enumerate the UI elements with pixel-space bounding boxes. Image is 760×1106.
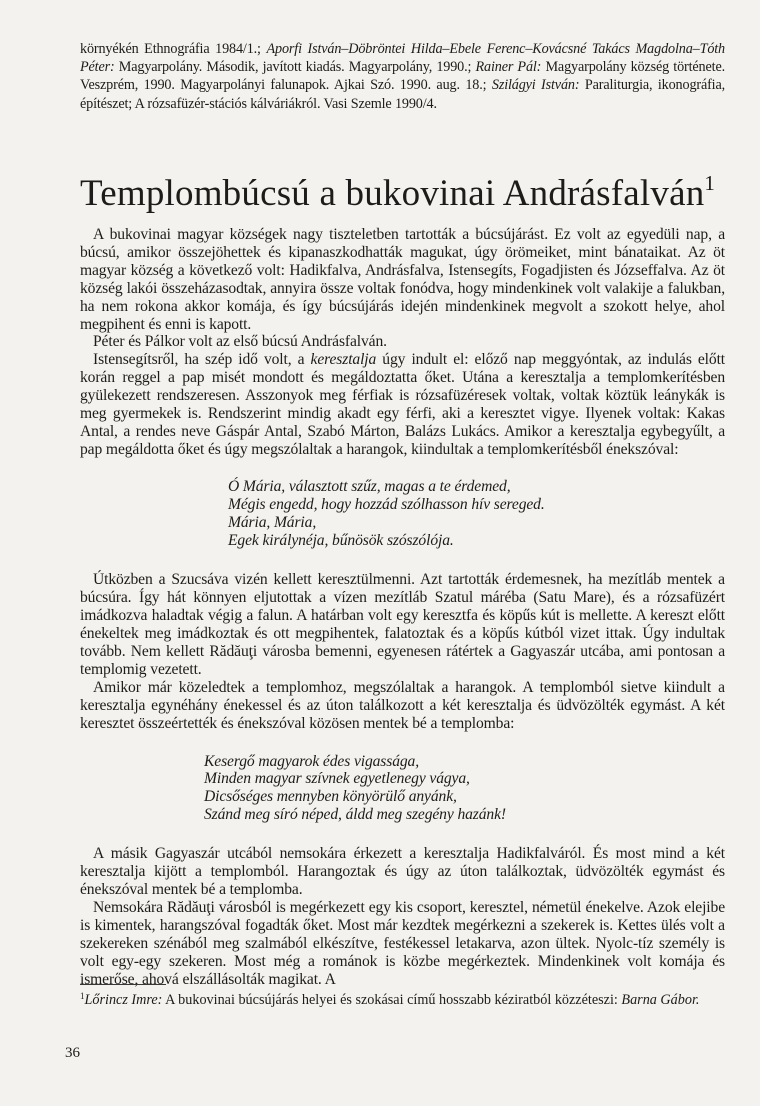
footnote-divider xyxy=(80,984,166,985)
article-title-text: Templombúcsú a bukovinai Andrásfalván xyxy=(80,173,705,214)
emphasis-term: keresztalja xyxy=(310,351,377,369)
verse-line: Mégis engedd, hogy hozzád szólhasson hív sereged. xyxy=(228,495,545,513)
verse-line: Dicsőséges mennyben könyörülő anyánk, xyxy=(204,788,457,806)
references-block xyxy=(80,40,725,113)
article-body xyxy=(80,226,725,988)
article-title xyxy=(80,172,725,216)
reference-text: Magyarpolány község története. Veszprém, 1990. Magyarpolányi falunapok. Ajkai Szó. 1990. aug. 18.; xyxy=(80,59,725,94)
reference-authors: Aporfi István–Döbröntei Hilda–Ebele Ferenc–Kovácsné Takács Magdolna–Tóth Péter: xyxy=(80,41,725,76)
footnote xyxy=(80,992,725,1010)
reference-text: Paraliturgia, ikonográfia, építészet; A rózsafüzér-stációs kálváriákról. Vasi Szemle 1990/4. xyxy=(80,77,726,112)
footnote-text: A bukovinai búcsújárás helyei és szokásai című hosszabb kéziratból közzéteszi: xyxy=(162,992,622,1008)
paragraph-text: Istensegítsről, ha szép idő volt, a xyxy=(93,351,311,369)
verse-line: Egek királynéja, bűnösök szószólója. xyxy=(228,531,454,549)
reference-author: Szilágyi István: xyxy=(491,77,580,94)
paragraph: Nemsokára Rădăuţi városból is megérkezett egy kis csoport, keresztel, németül énekelve. Azok elejibe is kimentek, harangszóval fogadták őket. Most már kezdtek megérkezni a szekerek is. Kettes ülés volt a szekereken szénából meg szalmából elkészítve, festékessel letakarva, azon ültek. Nyolc-tíz személy is volt egy-egy szekeren. Most még a románok is közbe megérkeztek. Mindenkinek volt komája és ismerőse, ahová elszállásolták magikat. A xyxy=(80,898,725,988)
paragraph: A másik Gagyaszár utcából nemsokára érkezett a keresztalja Hadikfalváról. És most mind a két keresztalja kijött a templomból. Harangoztak és úgy az úton találkoztak, üdvözölték egymást és énekszóval mentek bé a templomba. xyxy=(80,845,725,898)
verse-line: Szánd meg síró néped, áldd meg szegény hazánk! xyxy=(204,806,506,824)
verse-line: Ó Mária, választott szűz, magas a te érdemed, xyxy=(228,477,511,495)
page-number: 36 xyxy=(65,1045,80,1061)
paragraph: Útközben a Szucsáva vizén kellett keresztülmenni. Azt tartották érdemesnek, ha mezítláb mentek a búcsúra. Így hát könnyen eljutottak a vízen mezítláb Szatul máréba (Satu Mare), és a rózsafüzért imádkozva haladtak végig a falun. A határban volt egy keresztfa és köpűs kút is mellette. A kereszt előtt énekeltek meg imádkoztak és ott megpihentek, falatoztak és a köpűs kútból vizet ittak. Úgy indultak tovább. Nem kellett Rădăuţi városba bemenni, egyenesen rátértek a Gagyaszár utcába, ami pontosan a templomig vezetett. xyxy=(80,571,725,678)
title-footnote-mark: 1 xyxy=(704,171,716,195)
verse-line: Kesergő magyarok édes vigassága, xyxy=(204,752,420,770)
hymn-verse xyxy=(80,478,725,550)
paragraph: A bukovinai magyar községek nagy tiszteletben tartották a búcsújárást. Ez volt az egyedüli nap, a búcsú, amikor összejöhettek és kipanaszkodhatták magukat, úgy örömeiket, mint bánataikat. Az öt magyar község a következő volt: Hadikfalva, Andrásfalva, Istensegíts, Fogadjisten és Józseffalva. Az öt község lakói összeházasodtak, annyira össze voltak fonódva, hogy mindenkinek volt valakije a falukban, ha nem rokona akkor komája, és így búcsújárás idején mindenkinek megvolt a szokott helye, ahol megpihent és enni is kapott. xyxy=(80,226,725,333)
paragraph: Péter és Pálkor volt az első búcsú Andrásfalván. xyxy=(93,333,387,351)
footnote-mark: 1 xyxy=(80,991,85,1001)
verse-line: Mária, Mária, xyxy=(228,513,317,531)
reference-text: környékén Ethnográfia 1984/1.; xyxy=(80,41,267,57)
reference-text: Magyarpolány. Második, javított kiadás. Magyarpolány, 1990.; xyxy=(114,59,476,76)
footnote-author: Lőrincz Imre: xyxy=(84,992,163,1008)
reference-author: Rainer Pál: xyxy=(475,59,542,76)
paragraph-text: úgy indult el: előző nap meggyóntak, az indulás előtt korán reggel a pap misét mondott és megáldoztatta őket. Utána a keresztalja a templomkerítésben gyülekezett rendszeresen. Asszonyok meg férfiak is rózsafüzéresek voltak, voltak köztük leánykák is meg gyermekek is. Rendszerint mindig akadt egy férfi, aki a keresztet vigye. Ilyenek voltak: Kakas Antal, a rendes neve Gáspár Antal, Szabó Márton, Balázs Lukács. Amikor a keresztalja egybegyűlt, a pap megáldotta őket és úgy megszólaltak a harangok, kiindultak a templomkerítésből énekszóval: xyxy=(80,351,725,458)
footnote-editor: Barna Gábor. xyxy=(621,992,700,1008)
verse-line: Minden magyar szívnek egyetlenegy vágya, xyxy=(204,770,470,788)
paragraph: Amikor már közeledtek a templomhoz, megszólaltak a harangok. A templomból sietve kiindult a keresztalja egynéhány énekessel és az úton találkozott a két keresztalja és üdvözölték egymást. A két keresztet összeértették és énekszóval közösen mentek bé a templomba: xyxy=(80,678,725,732)
hymn-verse xyxy=(80,753,725,825)
paragraph xyxy=(80,351,725,458)
